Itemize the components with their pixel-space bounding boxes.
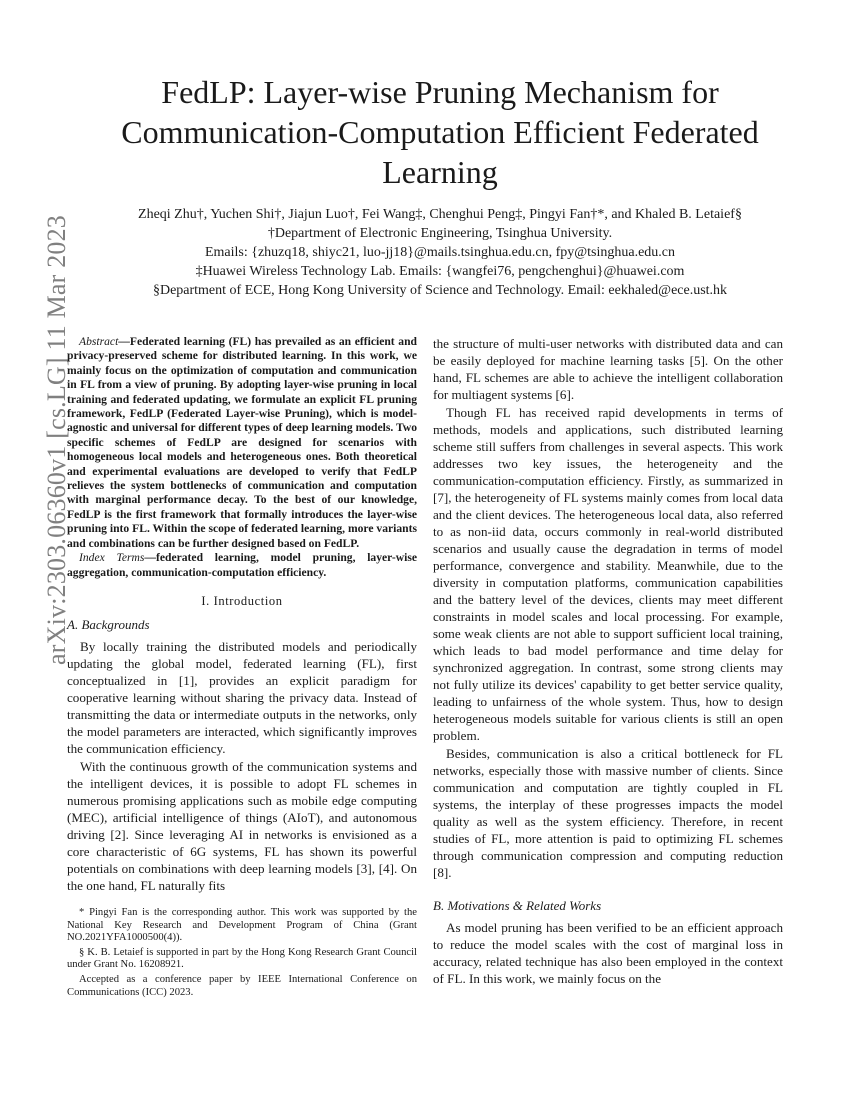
paragraph: By locally training the distributed models and periodically updating the global model, federated learning (FL), first conceptualized in [1], provides an explicit paradigm for cooperative learning without sharing the privacy data. Instead of transmitting the data or intermediate outputs in the networks, only the model parameters are interacted, which significantly improves the communication efficiency. (67, 638, 417, 756)
index-terms-text: —federated learning, model pruning, layer-wise aggregation, communication-computation efficiency. (67, 551, 417, 579)
emails-tsinghua: Emails: {zhuzq18, shiyc21, luo-jj18}@mails.tsinghua.edu.cn, fpy@tsinghua.edu.cn (204, 245, 676, 260)
paragraph: Though FL has received rapid developments in terms of methods, models and applications, such distributed learning scheme still suffers from challenges in several aspects. This work addresses two key issues, the heterogeneity and the communication-computation efficiency. Firstly, as summarized in [7], the heterogeneity of FL systems mainly comes from local data and the client devices. The heterogeneous local data, also referred to as non-iid data, occurs commonly in real-world distributed scenarios and usually cause the degradation in terms of model performance, convergence and stability. Meanwhile, due to the diversity in computation platforms, communication capabilities and the battery level of the devices, clients may meet different constraints in model scales and local processing. For example, some weak clients are not able to support sufficient local training, which leads to bad model performance and time delay for synchronized aggregation. In contrast, some strong clients may not fully utilize its devices' capability to get better service quality, leading to unfairness of the whole system. Thus, how to design heterogeneous models suitable for various clients is still an open problem. (433, 405, 783, 743)
footnote-corresponding-author: * Pingyi Fan is the corresponding author. This work was supported by the National Key Research and Development Program of China (Grant NO.2021YFA1000500(4)). (67, 907, 417, 944)
index-terms-label: Index Terms (79, 551, 145, 565)
abstract-text: —Federated learning (FL) has prevailed as an efficient and privacy-preserved scheme for distributed learning. In this work, we mainly focus on the optimization of computation and communication in FL from a view of pruning. By adopting layer-wise pruning in local training and federated updating, we formulate an explicit FL pruning framework, FedLP (Federated Layer-wise Pruning), which is model-agnostic and universal for different types of deep learning models. Two specific schemes of FedLP are designed for scenarios with homogeneous local models and heterogeneous ones. Both theoretical and experimental evaluations are developed to verify that FedLP relieves the system bottlenecks of communication and computation with marginal performance decay. To the best of our knowledge, FedLP is the first framework that formally introduces the layer-wise pruning into FL. Within the scope of federated learning, more variants and combinations can be further designed based on FedLP. (67, 335, 417, 550)
arxiv-identifier (22, 214, 71, 690)
section-heading-introduction: I. Introduction (201, 593, 283, 608)
paragraph: the structure of multi-user networks with distributed data and can be easily deployed for machine learning tasks [5]. On the other hand, FL schemes are able to achieve the intelligent collaboration for multiagent systems [6]. (433, 336, 783, 402)
footnote-acceptance: Accepted as a conference paper by IEEE International Conference on Communications (ICC) 2023. (67, 973, 417, 998)
author-block (60, 205, 820, 300)
affiliation-huawei: ‡Huawei Wireless Technology Lab. Emails: {wangfei76, pengchenghui}@huawei.com (195, 264, 685, 279)
footnotes (67, 907, 417, 1001)
arxiv-identifier-text: arXiv:2303.06360v1 [cs.LG] 11 Mar 2023 (42, 214, 71, 665)
abstract (67, 335, 417, 580)
paragraph: With the continuous growth of the communication systems and the intelligent devices, it is possible to adopt FL schemes in numerous promising applications such as mobile edge computing (MEC), artificial intelligence of things (AIoT), and autonomous driving [2]. Since leveraging AI in networks is envisioned as a core characteristic of 6G systems, FL has shown its powerful potentials on combinations with deep learning models [3], [4]. On the one hand, FL naturally fits (67, 758, 417, 893)
paragraph: Besides, communication is also a critical bottleneck for FL networks, especially those with massive number of clients. Since communication and computation are tightly coupled in FL systems, the interplay of these progresses impacts the model quality as well as the system efficiency. Therefore, in recent studies of FL, more attention is paid to optimizing FL schemes through communication compression and computing reduction [8]. (433, 746, 783, 880)
footnote-letaief-grant: § K. B. Letaief is supported in part by the Hong Kong Research Grant Council under Grant No. 16208921. (67, 946, 417, 971)
affiliation-hkust: §Department of ECE, Hong Kong University of Science and Technology. Email: eekhaled@ece.ust.hk (152, 283, 728, 298)
author-list: Zheqi Zhu†, Yuchen Shi†, Jiajun Luo†, Fei Wang‡, Chenghui Peng‡, Pingyi Fan†*, and Khaled B. Letaief§ (138, 207, 742, 222)
left-column (67, 335, 417, 894)
paragraph: As model pruning has been verified to be an efficient approach to reduce the model scales with the cost of marginal loss in accuracy, related technique has also been employed in the context of FL. In this work, we mainly focus on the (433, 920, 783, 986)
right-column (433, 335, 783, 987)
abstract-label: Abstract (79, 335, 119, 348)
paper-title: FedLP: Layer-wise Pruning Mechanism for Communication-Computation Efficient Federated Learning (121, 74, 759, 190)
affiliation-tsinghua: †Department of Electronic Engineering, Tsinghua University. (267, 226, 613, 241)
subsection-heading-backgrounds: A. Backgrounds (67, 616, 150, 632)
subsection-heading-motivations: B. Motivations & Related Works (433, 898, 602, 913)
